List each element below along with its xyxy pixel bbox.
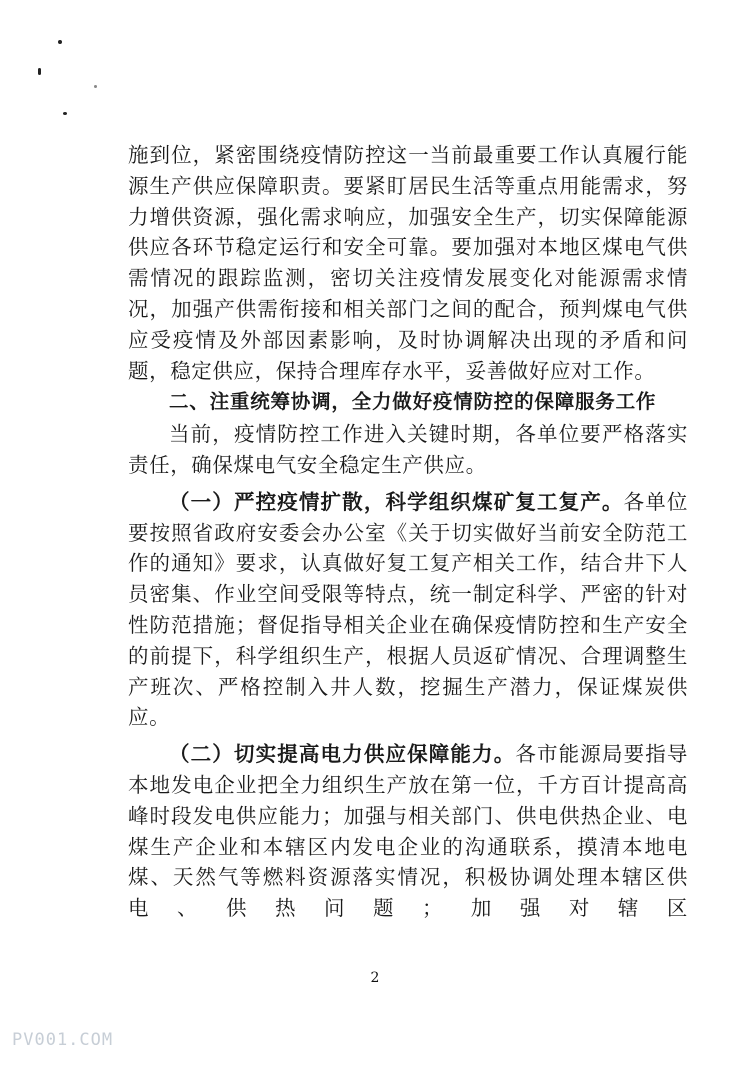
scan-speck	[63, 112, 67, 115]
subheading-power-supply: （二）切实提高电力供应保障能力。	[169, 742, 516, 767]
page-number: 2	[370, 970, 380, 986]
paragraph-coal-mine-resumption	[128, 487, 688, 733]
scan-speck	[58, 40, 62, 44]
paragraph-continuation: 施到位，紧密围绕疫情防控这一当前最重要工作认真履行能源生产供应保障职责。要紧盯居民生活等重点用能需求，努力增供资源，强化需求响应，加强安全生产，切实保障能源供应各环节稳定运行和安全可靠。要加强对本地区煤电气供需情况的跟踪监测，密切关注疫情发展变化对能源需求情况，加强产供需衔接和相关部门之间的配合，预判煤电气供应受疫情及外部因素影响，及时协调解决出现的矛盾和问题，稳定供应，保持合理库存水平，妥善做好应对工作。	[128, 143, 688, 383]
paragraph-coal-mine-body: 各单位要按照省政府安委会办公室《关于切实做好当前安全防范工作的通知》要求，认真做好复工复产相关工作，结合井下人员密集、作业空间受限等特点，统一制定科学、严密的针对性防范措施；督促指导相关企业在确保疫情防控和生产安全的前提下，科学组织生产，根据人员返矿情况、合理调整生产班次、严格控制入井人数，挖掘生产潜力，保证煤炭供应。	[128, 489, 688, 730]
subheading-coal-mine: （一）严控疫情扩散，科学组织煤矿复工复产。	[169, 489, 624, 514]
section-heading-2: 二、注重统筹协调，全力做好疫情防控的保障服务工作	[169, 390, 657, 414]
document-body	[128, 140, 688, 924]
paragraph-power-supply	[128, 739, 688, 924]
scan-speck	[94, 85, 97, 88]
watermark: PV001.COM	[12, 1030, 114, 1050]
paragraph-current-situation: 当前，疫情防控工作进入关键时期，各单位要严格落实责任，确保煤电气安全稳定生产供应。	[128, 422, 688, 477]
scan-speck	[38, 68, 41, 75]
paragraph-power-supply-body: 各市能源局要指导本地发电企业把全力组织生产放在第一位，千方百计提高高峰时段发电供应能力；加强与相关部门、供电供热企业、电煤生产企业和本辖区内发电企业的沟通联系，摸清本地电煤、天然气等燃料资源落实情况，积极协调处理本辖区供电、供热问题；加强对辖区	[128, 742, 688, 921]
